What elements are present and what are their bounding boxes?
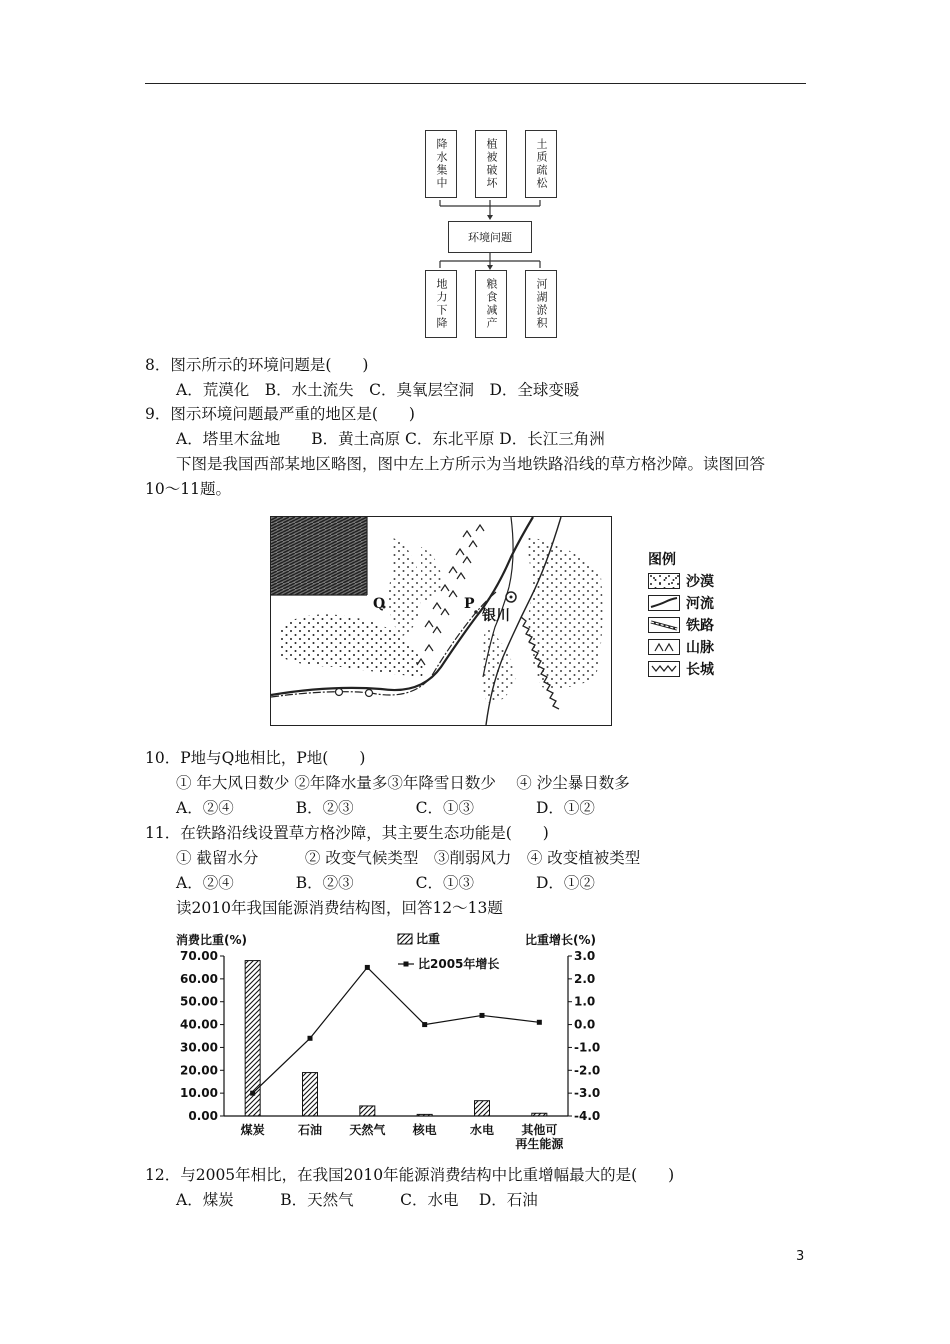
effect-box: 地力下降 bbox=[425, 270, 457, 338]
map-legend bbox=[648, 548, 714, 680]
legend-item: 山脉 bbox=[648, 636, 714, 658]
legend-line-label: 比2005年增长 bbox=[418, 957, 500, 971]
x-tick-label: 石油 bbox=[297, 1123, 323, 1137]
y-tick-label-left: 70.00 bbox=[180, 949, 218, 963]
bar bbox=[417, 1114, 432, 1116]
river-swatch-icon bbox=[648, 595, 680, 611]
q11-stem: 11．在铁路沿线设置草方格沙障，其主要生态功能是( ) bbox=[145, 824, 549, 842]
intro-10-line2: 10～11题。 bbox=[145, 480, 231, 498]
effect-box: 河湖淤积 bbox=[525, 270, 557, 338]
bar bbox=[303, 1073, 318, 1116]
y-axis-title-left: 消费比重(%) bbox=[176, 933, 247, 947]
q10-stem: 10．P地与Q地相比，P地( ) bbox=[145, 749, 366, 767]
x-tick-label: 再生能源 bbox=[515, 1137, 564, 1151]
x-tick-label: 其他可 bbox=[521, 1123, 558, 1137]
x-tick-label: 核电 bbox=[412, 1123, 437, 1137]
map-drawing bbox=[271, 517, 611, 725]
y-tick-label-left: 40.00 bbox=[180, 1017, 218, 1032]
cause-box: 降水集中 bbox=[425, 130, 457, 198]
page-number: 3 bbox=[796, 1249, 805, 1264]
region-map bbox=[270, 516, 612, 726]
bar bbox=[532, 1113, 547, 1116]
y-axis-title-right: 比重增长(%) bbox=[525, 933, 596, 947]
center-box: 环境问题 bbox=[448, 221, 532, 253]
grass-grid-inset bbox=[271, 517, 367, 595]
y-tick-label-right: 3.0 bbox=[574, 949, 596, 963]
y-tick-label-left: 20.00 bbox=[180, 1063, 218, 1078]
y-tick-label-right: 2.0 bbox=[574, 971, 596, 986]
desert-area bbox=[526, 537, 603, 688]
q8-options: A．荒漠化 B．水土流失 C．臭氧层空洞 D．全球变暖 bbox=[176, 381, 580, 399]
desert-area bbox=[389, 537, 422, 637]
y-tick-label-left: 0.00 bbox=[188, 1109, 218, 1123]
legend-item: 长城 bbox=[648, 658, 714, 680]
q9-options: A．塔里木盆地 B．黄土高原 C．东北平原 D．长江三角洲 bbox=[176, 430, 605, 448]
q12-stem: 12．与2005年相比，在我国2010年能源消费结构中比重增幅最大的是( ) bbox=[145, 1166, 675, 1184]
intro-12: 读2010年我国能源消费结构图，回答12～13题 bbox=[176, 899, 503, 917]
legend-item: 沙漠 bbox=[648, 570, 714, 592]
y-tick-label-right: -4.0 bbox=[574, 1109, 601, 1123]
bar bbox=[475, 1101, 490, 1116]
q9-stem: 9．图示环境问题最严重的地区是( ) bbox=[145, 405, 415, 423]
bar bbox=[360, 1106, 375, 1116]
growth-point bbox=[537, 1020, 542, 1025]
desert-swatch-icon bbox=[648, 573, 680, 589]
growth-point bbox=[480, 1013, 485, 1018]
y-tick-label-right: -3.0 bbox=[574, 1086, 601, 1101]
legend-bar-label: 比重 bbox=[416, 932, 441, 946]
cause-box: 植被破坏 bbox=[475, 130, 507, 198]
y-tick-label-left: 10.00 bbox=[180, 1086, 218, 1101]
q11-items: ① 截留水分 ② 改变气候类型 ③削弱风力 ④ 改变植被类型 bbox=[176, 849, 641, 867]
growth-point bbox=[308, 1036, 313, 1041]
q10-items: ① 年大风日数少 ②年降水量多③年降雪日数少 ④ 沙尘暴日数多 bbox=[176, 774, 630, 792]
great-wall-swatch-icon bbox=[648, 661, 680, 677]
mountain-swatch-icon bbox=[648, 639, 680, 655]
map-label-q: Q bbox=[373, 596, 386, 612]
intro-10-line1: 下图是我国西部某地区略图，图中左上方所示为当地铁路沿线的草方格沙障。读图回答 bbox=[176, 455, 766, 473]
energy-chart bbox=[176, 928, 601, 1160]
railway-swatch-icon bbox=[648, 617, 680, 633]
growth-point bbox=[422, 1022, 427, 1027]
y-tick-label-left: 50.00 bbox=[180, 994, 218, 1009]
y-tick-label-left: 60.00 bbox=[180, 971, 218, 986]
effect-box: 粮食减产 bbox=[475, 270, 507, 338]
q11-options: A．②④ B．②③ C．①③ D．①② bbox=[176, 874, 595, 892]
q10-options: A．②④ B．②③ C．①③ D．①② bbox=[176, 799, 595, 817]
legend-title: 图例 bbox=[648, 552, 676, 568]
y-tick-label-right: -2.0 bbox=[574, 1063, 601, 1078]
legend-bar-swatch bbox=[398, 934, 412, 944]
growth-point bbox=[250, 1091, 255, 1096]
legend-item: 河流 bbox=[648, 592, 714, 614]
cause-box: 土质疏松 bbox=[525, 130, 557, 198]
y-tick-label-right: 1.0 bbox=[574, 994, 596, 1009]
energy-chart-svg bbox=[176, 928, 601, 1160]
y-tick-label-right: -1.0 bbox=[574, 1040, 601, 1055]
growth-point bbox=[365, 965, 370, 970]
desert-area bbox=[421, 547, 443, 600]
growth-line bbox=[253, 967, 540, 1093]
y-tick-label-left: 30.00 bbox=[180, 1040, 218, 1055]
header-rule bbox=[145, 83, 806, 84]
q12-options: A．煤炭 B．天然气 C．水电 D．石油 bbox=[176, 1191, 538, 1209]
q8-stem: 8．图示所示的环境问题是( ) bbox=[145, 356, 369, 374]
y-tick-label-right: 0.0 bbox=[574, 1017, 596, 1032]
legend-item: 铁路 bbox=[648, 614, 714, 636]
x-tick-label: 天然气 bbox=[349, 1123, 386, 1137]
legend-line-marker bbox=[404, 962, 409, 967]
x-tick-label: 水电 bbox=[469, 1123, 495, 1137]
x-tick-label: 煤炭 bbox=[240, 1123, 265, 1137]
map-label-city: 银川 bbox=[482, 608, 510, 624]
map-label-p: P bbox=[464, 596, 475, 612]
